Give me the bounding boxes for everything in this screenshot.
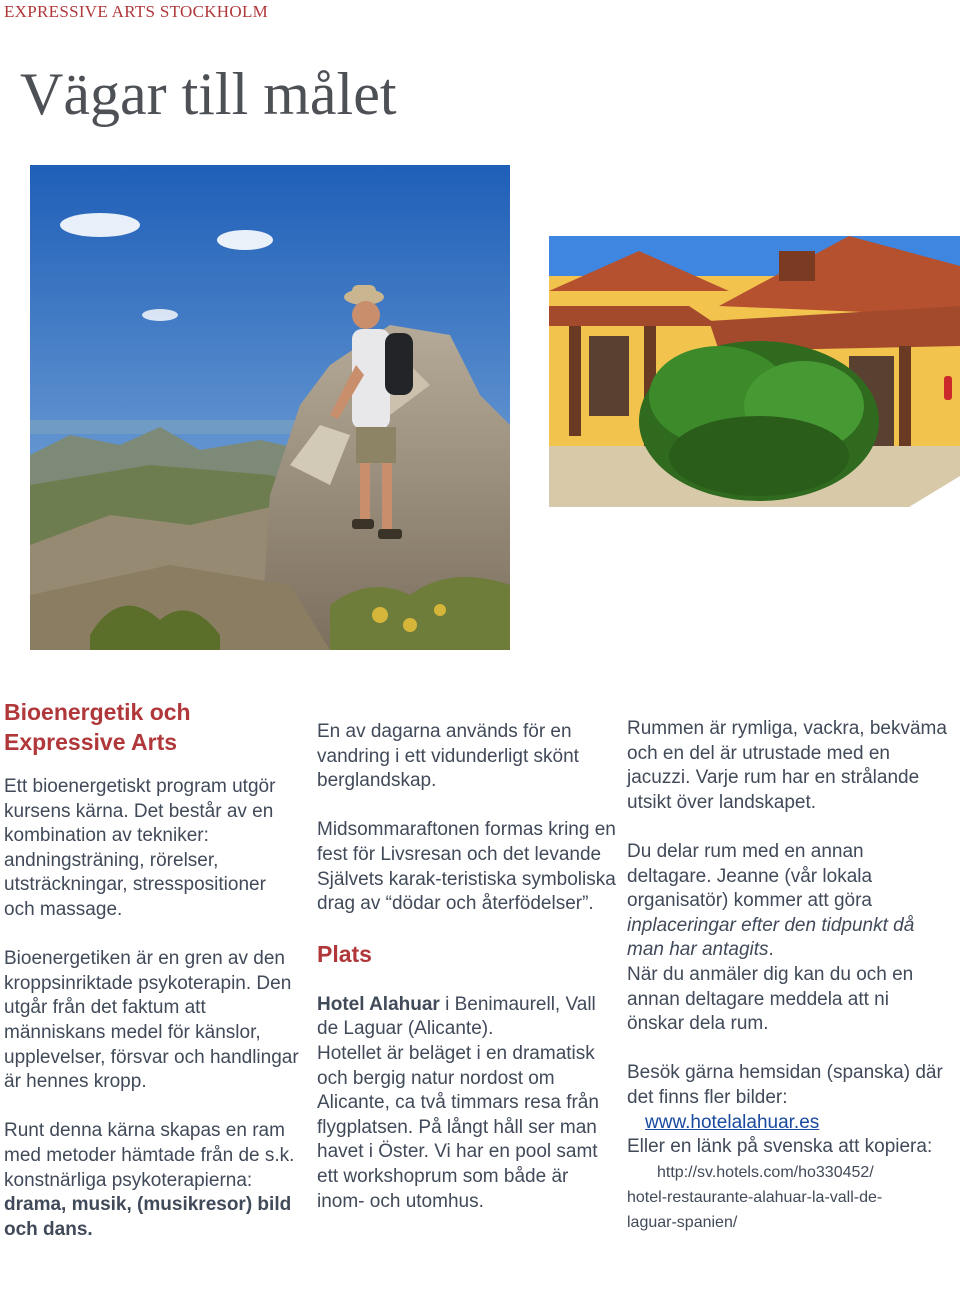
- column-rum: [627, 717, 947, 1235]
- paragraph-dela-rum: [627, 840, 947, 963]
- brand-header: EXPRESSIVE ARTS STOCKHOLM: [4, 2, 269, 21]
- link-hotels-com-line3[interactable]: laguar-spanien/: [627, 1213, 738, 1231]
- paragraph-hemsida: Besök gärna hemsidan (spanska) där det finns fler bilder:: [627, 1062, 943, 1108]
- paragraph-midsommar: Midsommaraftonen formas kring en fest för Livsresan och det levande Självets karak-teristiska symboliska drag av “dödar och återfödelser”.: [317, 819, 616, 915]
- hotel-location-text: i Benimaurell, Vall de Laguar (Alicante).: [317, 993, 596, 1040]
- dela-rum-period: .: [768, 939, 774, 961]
- hotel-name: Hotel Alahuar: [317, 993, 440, 1015]
- link-hotelalahuar[interactable]: www.hotelalahuar.es: [645, 1111, 820, 1133]
- paragraph-bioenergetiken: Bioenergetiken är en gren av den kroppsinriktade psykoterapin. Den utgår från det faktum att människans medel för känslor, upplevelser, försvar och handlingar är hennes kropp.: [4, 948, 299, 1093]
- paragraph-rummen: Rummen är rymliga, vackra, bekväma och en del är utrustade med en jacuzzi. Varje rum har en strålande utsikt över landskapet.: [627, 718, 947, 813]
- photo-hotel-building: [549, 236, 960, 507]
- link-hotels-com-line1[interactable]: http://sv.hotels.com/ho330452/: [657, 1163, 874, 1181]
- paragraph-program: Ett bioenergetiskt program utgör kursens kärna. Det består av en kombination av tekniker: andningsträning, rörelser, utsträckningar, stresspositioner och massage.: [4, 776, 276, 920]
- paragraph-vandring: En av dagarna används för en vandring i ett vidunderligt skönt berglandskap.: [317, 721, 579, 792]
- page-title: Vägar till målet: [20, 61, 397, 127]
- inplaceringar-italic: inplaceringar efter den tidpunkt då man har antagits: [627, 914, 915, 961]
- paragraph-karna: Runt denna kärna skapas en ram med metoder hämtade från de s.k. konstnärliga psykoterapierna:: [4, 1120, 295, 1191]
- paragraph-anmalan: När du anmäler dig kan du och en annan deltagare meddela att ni önskar dela rum.: [627, 963, 914, 1035]
- paragraph-hotel-location: [317, 993, 617, 1042]
- paragraph-methods-bold: drama, musik, (musikresor) bild och dans.: [4, 1194, 292, 1240]
- column-bioenergetik: [4, 697, 299, 1242]
- section-heading-bioenergetik: Bioenergetik och Expressive Arts: [4, 699, 191, 755]
- dela-rum-text: Du delar rum med en annan deltagare. Jeanne (vår lokala organisatör) kommer att göra: [627, 840, 873, 912]
- column-vandring-plats: [317, 720, 617, 1214]
- link-row-hotelalahuar: [627, 1111, 947, 1136]
- photo-hiker-on-mountain: [30, 165, 510, 650]
- link-hotels-com-line2[interactable]: hotel-restaurante-alahuar-la-vall-de-: [627, 1188, 883, 1206]
- paragraph-svensk-lank: Eller en länk på svenska att kopiera:: [627, 1136, 933, 1158]
- paragraph-hotel-description: Hotellet är beläget i en dramatisk och bergig natur nordost om Alicante, ca två timmars resa från flygplatsen. På långt håll ser man havet i Öster. Vi har en pool samt ett workshoprum som både är inom- och utomhus.: [317, 1042, 599, 1212]
- section-heading-plats: Plats: [317, 940, 372, 967]
